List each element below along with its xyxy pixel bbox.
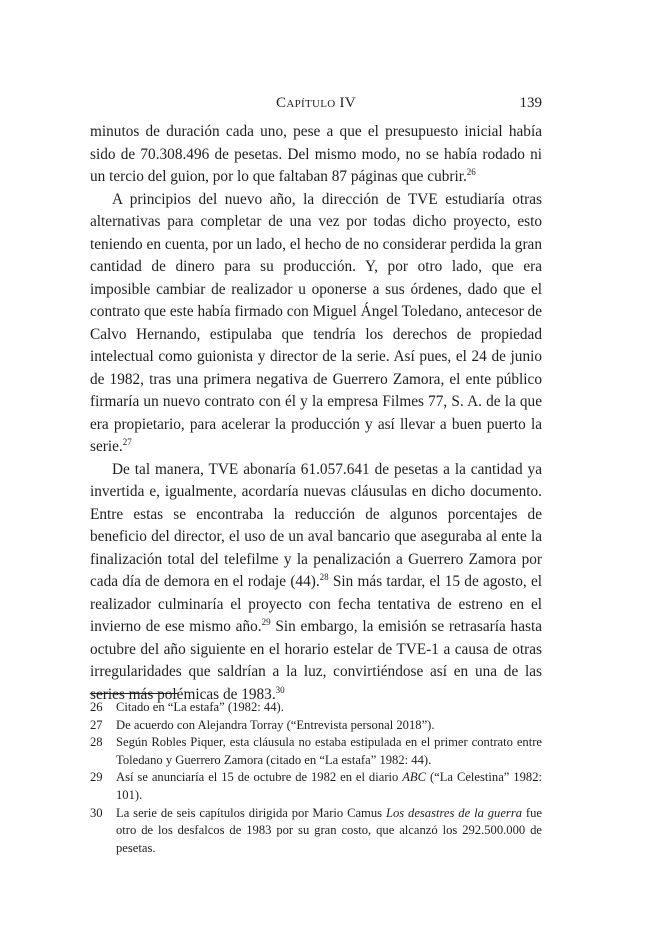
paragraph-2-text: A principios del nuevo año, la dirección de TVE estudiaría otras alternativas para completar de una vez por todas dicho proyecto, esto teniendo en cuenta, por un lado, el hecho de no considerar perdida la gran cantidad de dinero para su producción. Y, por otro lado, que era imposible cambiar de realizador u oponerse a sus órdenes, dado que el contrato que este había firmado con Miguel Ángel Toledano, antecesor de Calvo Hernando, estipulaba que tendría los derechos de propiedad intelectual como guionista y director de la serie. Así pues, el 24 de junio de 1982, tras una primera negativa de Guerrero Zamora, el ente público firmaría un nuevo contrato con él y la empresa Filmes 77, S. A. de la que era propietario, para acelerar la producción y así llevar a buen puerto la serie. <box>90 190 542 455</box>
page-number: 139 <box>519 95 542 111</box>
footnote-ref-30[interactable]: 30 <box>275 684 285 695</box>
body-text <box>90 121 542 706</box>
footnote-text: Citado en “La estafa” (1982: 44). <box>116 700 284 714</box>
paragraph-1 <box>90 121 542 189</box>
footnote-divider <box>90 693 178 694</box>
footnote-26 <box>90 699 542 717</box>
footnote-ref-28[interactable]: 28 <box>319 571 329 582</box>
footnote-ref-29[interactable]: 29 <box>261 616 271 627</box>
footnote-27 <box>90 717 542 735</box>
footnote-30 <box>90 805 542 858</box>
footnote-text-before: La serie de seis capítulos dirigida por Mario Camus <box>116 805 386 820</box>
paragraph-2 <box>90 189 542 459</box>
footnote-text-after: fue otro de los desfalcos de 1983 por su gran costo, que alcanzó los 292.500.000 de pesetas. <box>116 805 542 855</box>
footnote-text <box>116 805 542 858</box>
paragraph-3-text-c: Sin embargo, la emisión se retrasaría hasta octubre del año siguiente en el horario estelar de TVE-1 a causa de otras irregularidades que saldrían a la luz, convirtiéndose así en una de las series más polémicas de 1983. <box>90 618 542 703</box>
footnote-italic-title: Los desastres de la guerra <box>385 805 523 820</box>
footnote-29 <box>90 769 542 804</box>
footnote-text-before: Así se anunciaría el 15 de octubre de 1982 en el diario <box>116 770 403 785</box>
footnote-text-after: (“La Celestina” 1982: 101). <box>116 770 542 802</box>
running-head <box>90 93 542 113</box>
footnote-ref-26[interactable]: 26 <box>466 166 476 177</box>
paragraph-3 <box>90 459 542 707</box>
footnote-number: 28 <box>90 735 103 750</box>
footnote-italic-title: ABC <box>402 770 427 785</box>
footnote-ref-27[interactable]: 27 <box>122 436 132 447</box>
footnote-number: 26 <box>90 700 103 714</box>
footnote-number: 27 <box>90 717 103 732</box>
footnotes <box>90 699 542 857</box>
footnote-number: 30 <box>90 805 103 820</box>
footnote-text: Según Robles Piquer, esta cláusula no estaba estipulada en el primer contrato entre Toledano y Guerrero Zamora (citado en “La estafa” 1982: 44). <box>116 735 542 767</box>
paragraph-3-text-a: De tal manera, TVE abonaría 61.057.641 de pesetas a la cantidad ya invertida e, igualmente, acordaría nuevas cláusulas en dicho documento. Entre estas se encontraba la reducción de algunos porcentajes de beneficio del director, el uso de un aval bancario que aseguraba al ente la finalización total del telefilme y la penalización a Guerrero Zamora por cada día de demora en el rodaje (44). <box>90 460 542 590</box>
paragraph-1-text: minutos de duración cada uno, pese a que el presupuesto inicial había sido de 70.308.496 de pesetas. Del mismo modo, no se había rodado ni un tercio del guion, por lo que faltaban 87 páginas que cubrir. <box>90 123 542 185</box>
footnote-number: 29 <box>90 770 103 785</box>
footnote-text <box>116 769 542 804</box>
footnote-28 <box>90 734 542 769</box>
footnote-text: De acuerdo con Alejandra Torray (“Entrevista personal 2018”). <box>116 717 435 732</box>
chapter-title: Capítulo IV <box>276 95 356 111</box>
paragraph-3-text-b: Sin más tardar, el 15 de agosto, el realizador culminaría el proyecto con fecha tentativa de estreno en el invierno de ese mismo año. <box>90 573 542 635</box>
